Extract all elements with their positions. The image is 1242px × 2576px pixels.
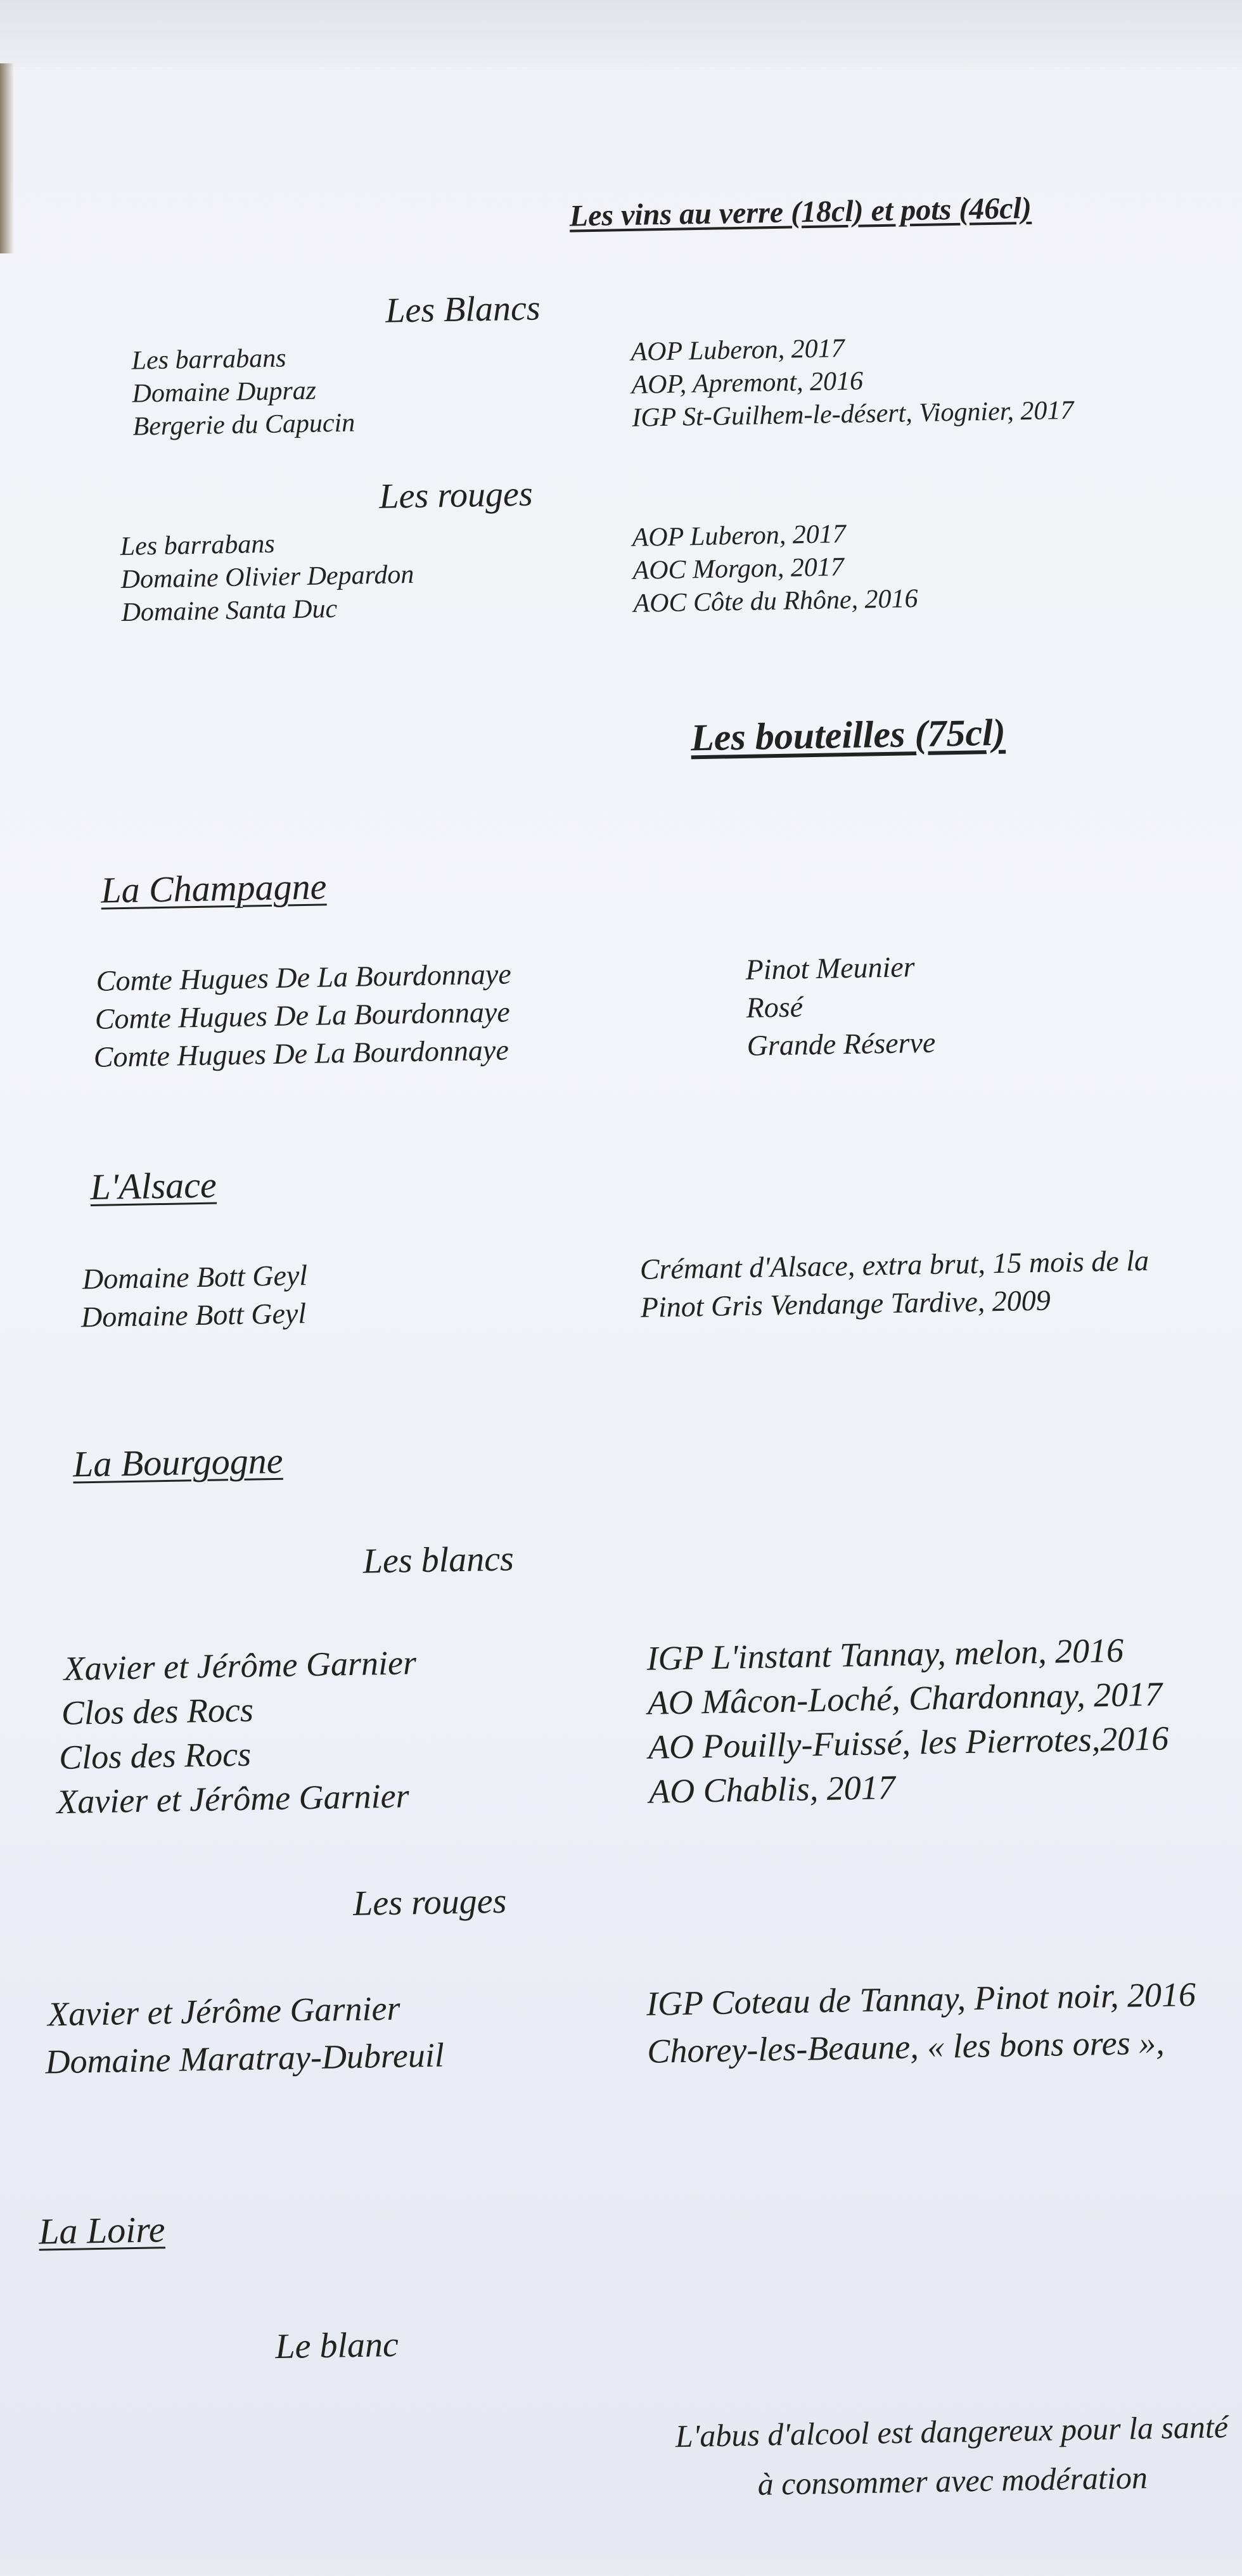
warning-line-2: à consommer avec modération <box>757 2459 1148 2502</box>
wine-name: Les barrabans <box>131 343 286 376</box>
wine-name: Xavier et Jérôme Garnier <box>47 1989 400 2034</box>
wine-appellation: Pinot Meunier <box>745 950 915 986</box>
wine-appellation: AO Chablis, 2017 <box>648 1768 896 1811</box>
wine-name: Domaine Bott Geyl <box>80 1297 307 1334</box>
wine-appellation: AO Mâcon-Loché, Chardonnay, 2017 <box>647 1674 1163 1722</box>
glass-heading: Les vins au verre (18cl) et pots (46cl) <box>569 191 1032 233</box>
wine-appellation: Pinot Gris Vendange Tardive, 2009 <box>640 1284 1051 1323</box>
wine-appellation: IGP L'instant Tannay, melon, 2016 <box>646 1631 1124 1678</box>
region-champagne-title: La Champagne <box>100 865 327 911</box>
region-alsace-title: L'Alsace <box>89 1164 217 1208</box>
alcohol-warning <box>593 2401 1242 2512</box>
wine-name: Les barrabans <box>120 529 276 562</box>
wine-appellation: AOP Luberon, 2017 <box>632 520 847 552</box>
wine-name: Clos des Rocs <box>61 1690 254 1732</box>
wine-name: Comte Hugues De La Bourdonnaye <box>94 995 511 1035</box>
wine-appellation: AO Pouilly-Fuissé, les Pierrotes,2016 <box>648 1719 1169 1766</box>
wine-name: Comte Hugues De La Bourdonnaye <box>96 957 512 997</box>
wine-name: Domaine Maratray-Dubreuil <box>44 2036 445 2081</box>
wine-name: Domaine Santa Duc <box>121 594 338 628</box>
wine-appellation: Rosé <box>746 990 803 1024</box>
loire-blanc-title: Le blanc <box>274 2324 399 2367</box>
wine-appellation: Chorey-les-Beaune, « les bons ores », <box>646 2023 1165 2070</box>
wine-appellation: IGP St-Guilhem-le-désert, Viognier, 2017 <box>631 395 1074 433</box>
wine-name: Domaine Dupraz <box>132 376 317 409</box>
bourgogne-blancs-title: Les blancs <box>362 1539 515 1581</box>
wine-name: Clos des Rocs <box>58 1735 252 1776</box>
wine-appellation: AOP Luberon, 2017 <box>631 334 845 367</box>
wine-name: Comte Hugues De La Bourdonnaye <box>93 1033 509 1073</box>
wine-appellation: Grande Réserve <box>746 1026 936 1062</box>
wine-appellation: AOC Morgon, 2017 <box>632 552 845 585</box>
region-loire-title: La Loire <box>38 2209 166 2252</box>
wine-name: Domaine Olivier Depardon <box>120 559 414 595</box>
wine-name: Xavier et Jérôme Garnier <box>63 1643 417 1688</box>
wine-name: Bergerie du Capucin <box>132 408 355 442</box>
bottles-heading: Les bouteilles (75cl) <box>690 711 1006 759</box>
wine-name: Xavier et Jérôme Garnier <box>56 1776 410 1821</box>
wine-appellation: Crémant d'Alsace, extra brut, 15 mois de la <box>639 1244 1149 1285</box>
region-bourgogne-title: La Bourgogne <box>72 1439 283 1485</box>
wine-appellation: IGP Coteau de Tannay, Pinot noir, 2016 <box>646 1975 1196 2023</box>
wine-appellation: AOC Côte du Rhône, 2016 <box>633 584 918 618</box>
warning-line-1: L'abus d'alcool est dangereux pour la santé <box>675 2408 1229 2454</box>
glass-rouges-title: Les rouges <box>378 474 534 516</box>
glass-blancs-title: Les Blancs <box>385 288 541 331</box>
bourgogne-rouges-title: Les rouges <box>352 1881 507 1923</box>
wine-appellation: AOP, Apremont, 2016 <box>631 366 864 400</box>
wine-name: Domaine Bott Geyl <box>82 1259 308 1296</box>
